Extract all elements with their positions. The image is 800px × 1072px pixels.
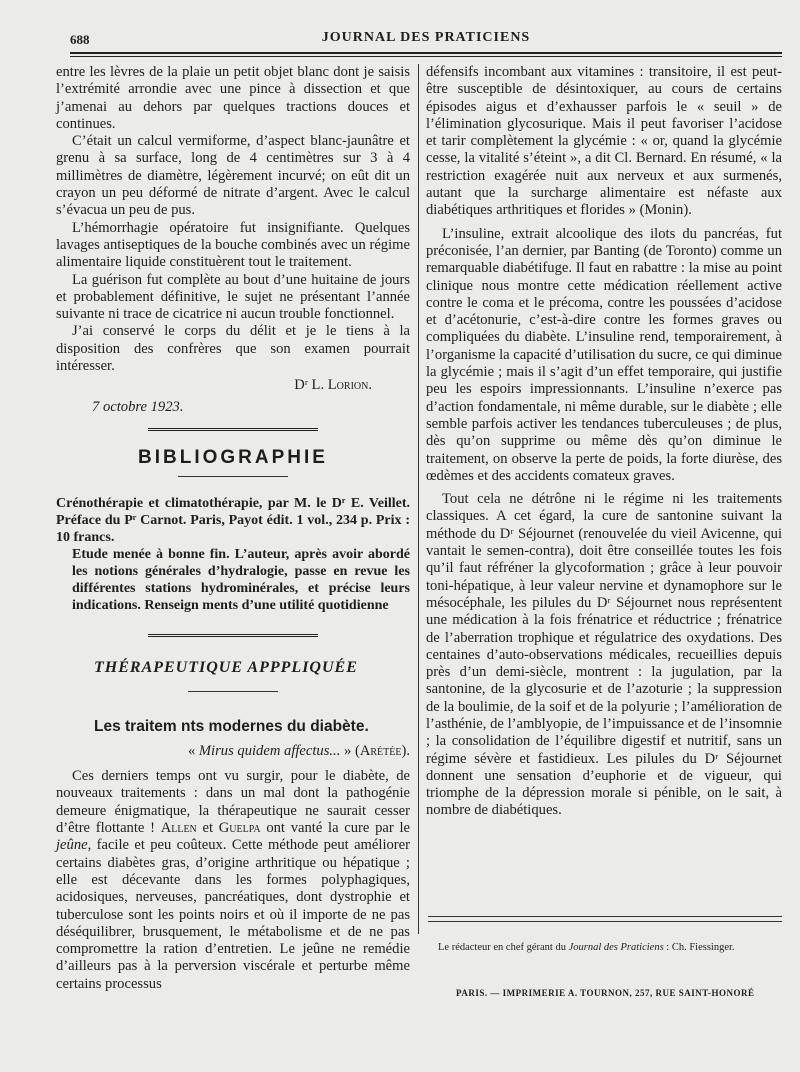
- journal-title: JOURNAL DES PRATICIENS: [321, 30, 531, 45]
- bibliography-review: Etude menée à bonne fin. L’auteur, après avoir abordé les notions générales d’hydralogie, passe en revue les différentes stations hydrominérales, et précise leurs indications. Renseign ments d’une utilité quotidienne: [72, 547, 410, 614]
- footer-rule-thin: [428, 921, 782, 922]
- emphasis: jeûne: [56, 837, 88, 854]
- footer-rule: [428, 916, 782, 917]
- author-name: Allen: [160, 820, 197, 837]
- heading-rule: [178, 476, 288, 477]
- article-date: 7 octobre 1923.: [92, 398, 184, 415]
- text-run: Le rédacteur en chef gérant du: [438, 942, 569, 953]
- signature-prefix: Dʳ L.: [294, 377, 328, 394]
- text-run: , facile et peu coûteux. Cette méthode peut améliorer certains diabètes gras, d’origine arthritique ou hépatique ; elle est décevante dans les formes polyphagiques, acidosiques, nerveuses, pancréatiques, dont dystrophie et tuberculose sont les points noirs et où il importe de ne pas déséquilibrer, brusquement, le métabolisme et de ne pas compromettre la ration d’entretien. Le jeûne ne remédie d’ailleurs pas à la perversion viscérale et perturbe même certains processus: [56, 837, 410, 992]
- epigraph-author: Arétée: [359, 742, 402, 759]
- article-title: Les traitem nts modernes du diabète.: [94, 717, 369, 735]
- author-name: Guelpa: [218, 820, 261, 837]
- paragraph: entre les lèvres de la plaie un petit objet blanc dont je saisis l’extrémité arrondie avec une pince à dissection et que j’amenai au dehors par quelques tractions douces et continues.: [56, 64, 410, 132]
- paragraph: C’était un calcul vermiforme, d’aspect blanc-jaunâtre et grenu à sa surface, long de 4 centimètres sur 3 à 4 millimètres de diamètre, légèrement incurvé; on eût dit un crayon un peu déformé de nitrate d’argent. Avec le calcul s’évacua un peu de pus.: [56, 133, 410, 219]
- paragraph: J’ai conservé le corps du délit et je le tiens à la disposition des confrères que son examen pourrait intéresser.: [56, 323, 410, 375]
- section-separator: [148, 428, 318, 431]
- author-signature: [56, 377, 410, 394]
- paragraph: [56, 768, 410, 993]
- heading-rule: [188, 691, 278, 692]
- section-heading: THÉRAPEUTIQUE APPPLIQUÉE: [94, 659, 358, 677]
- column-divider: [418, 64, 419, 934]
- paragraph: L’insuline, extrait alcoolique des ilots du pancréas, fut préconisée, l’an dernier, par Banting (de Toronto) comme un remarquable diabétifuge. Il faut en rabattre : la mise au point clinique nous montre cette médication réellement active contre le coma et le précoma, contre les poussées d’acidose et d’acétonurie, c’est-à-dire contre les formes graves ou compliquées du diabète. L’insuline rend, temporairement, à l’organisme la capacité d’utilisation du sucre, ce qui diminue la glycémie ; mais il s’agit d’un effet temporaire, qui justifie peu les espoirs impressionnants. L’insuline n’exerce pas d’action fondamentale, ni même durable, sur le diabète ; elle semble parfois activer les tendances tuberculeuses ; de plus, dès qu’on supprime ou même dès qu’on diminue le traitement, on observe la perte de poids, la forte diurèse, des œdèmes et des accidents comateux graves.: [426, 225, 782, 484]
- signature-name: Lorion.: [327, 377, 372, 394]
- bibliography-heading: BIBLIOGRAPHIE: [138, 446, 328, 468]
- text-run: Ces derniers temps ont vu surgir, pour le diabète, de nouveaux traitements : dans un mal dont la pathogénie demeure énigmatique, la thérapeutique ne saurait cesser d’être flottante !: [56, 768, 410, 837]
- bibliography-reference: Crénothérapie et climatothérapie, par M. le Dʳ E. Veillet. Préface du Pʳ Carnot. Paris, Payot édit. 1 vol., 234 p. Prix : 10 francs.: [56, 496, 410, 546]
- text-run: : Ch. Fiessinger.: [663, 942, 735, 953]
- paragraph: L’hémorrhagie opératoire fut insignifiante. Quelques lavages antiseptiques de la bouche combinés avec un régime alimentaire liquide constituèrent tout le traitement.: [56, 219, 410, 271]
- section-separator: [148, 634, 318, 637]
- left-column: [56, 64, 410, 993]
- editor-credit: [438, 942, 735, 953]
- paragraph: La guérison fut complète au bout d’une huitaine de jours et probablement définitive, le sujet ne présentant l’année suivante ni trace de cicatrice ni aucun trouble fonctionnel.: [56, 271, 410, 323]
- text-run: et: [196, 820, 219, 837]
- page-number: 688: [70, 32, 90, 47]
- page-header: [70, 28, 782, 54]
- journal-name: Journal des Praticiens: [568, 942, 664, 953]
- bibliography-entry: [56, 495, 410, 614]
- right-column: [426, 64, 782, 820]
- paragraph: Tout cela ne détrône ni le régime ni les traitements classiques. A cet égard, la cure de santonine suivant la méthode du Dʳ Séjournet (renouvelée du vieil Avicenne, qui vantait le semen-contra), doit être conseillée toutes les fois qu’il faut réfréner la glycoformation ; grâce à leur pouvoir toni-hépatique, à leur valeur nervine et dynamophore sur le mésocéphale, les pilules du Dʳ Séjournet nous représentent une médication à la fois frénatrice et réductrice ; frénatrice de l’aberration trophique et régulatrice des oxydations. Des centaines d’auto-observations médicales, recueillies depuis près d’un demi-siècle, montrent : la jugulation, par la santonine, de la glycosurie et de l’azoturie ; la suppression de la boulimie, de la soif et de la polyurie ; l’amélioration de l’asthénie, de l’amblyopie, de l’impuissance et de l’insomnie ; la consolidation de l’équilibre digestif et nutritif, sans un régime sévère et fastidieux. Les pilules du Dʳ Séjournet donnent une sensation d’euphorie et de vigueur, qui triomphe de la dépression morale si pénible, on le sait, à nombre de diabétiques.: [426, 491, 782, 819]
- header-rule: [70, 52, 782, 54]
- epigraph: « Mirus quidem affectus... » (Arétée).: [187, 742, 410, 759]
- paragraph: défensifs incombant aux vitamines : transitoire, il est peut-être susceptible de désintoxiquer, au cours de certains épisodes aigus et d’exhausser parfois le « seuil » de l’élimination glycosurique. Mais il peut favoriser l’acidose et tarir complètement la glycémie : « or, quand la glycémie cesse, la vitalité s’éteint », a dit Cl. Bernard. En résumé, « la restriction exagérée nuit aux nerveux et aux surmenés, autant que la surcharge alimentaire est néfaste aux diabétiques arthritiques et florides » (Monin).: [426, 64, 782, 219]
- epigraph-quote: Mirus quidem affectus...: [198, 742, 341, 759]
- printer-credit: PARIS. — IMPRIMERIE A. TOURNON, 257, RUE SAINT-HONORÉ: [456, 988, 755, 998]
- text-run: ont vanté la cure par le: [260, 820, 410, 837]
- header-rule-thin: [70, 56, 782, 57]
